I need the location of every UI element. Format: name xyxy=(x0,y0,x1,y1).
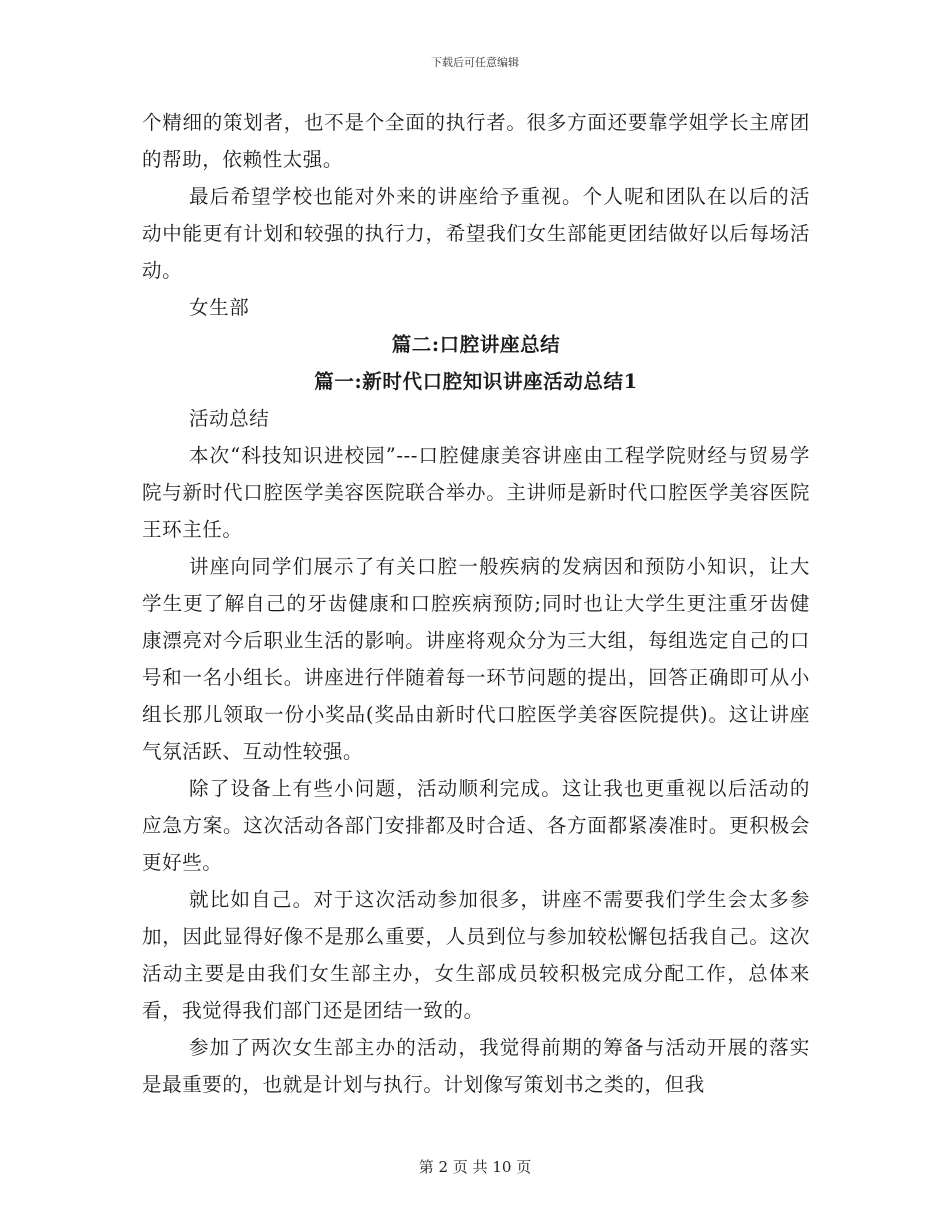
document-body xyxy=(142,104,810,1103)
article-title: 篇一:新时代口腔知识讲座活动总结1 xyxy=(314,370,638,393)
section-heading: 篇二:口腔讲座总结 xyxy=(391,333,561,356)
paragraph: 除了设备上有些小问题，活动顺利完成。这让我也更重视以后活动的应急方案。这次活动各部门安排都及时合适、各方面都紧凑准时。更积极会更好些。 xyxy=(142,777,810,874)
page-number: 第 2 页 共 10 页 xyxy=(418,1158,532,1176)
paragraph: 本次“科技知识进校园”---口腔健康美容讲座由工程学院财经与贸易学院与新时代口腔医学美容医院联合举办。主讲师是新时代口腔医学美容医院王环主任。 xyxy=(142,444,810,541)
paragraph: 最后希望学校也能对外来的讲座给予重视。个人呢和团队在以后的活动中能更有计划和较强的执行力，希望我们女生部能更团结做好以后每场活动。 xyxy=(142,185,810,282)
paragraph: 个精细的策划者，也不是个全面的执行者。很多方面还要靠学姐学长主席团的帮助，依赖性太强。 xyxy=(142,111,810,171)
page-header: 下载后可任意编辑 xyxy=(431,56,519,69)
paragraph: 参加了两次女生部主办的活动，我觉得前期的筹备与活动开展的落实是最重要的，也就是计划与执行。计划像写策划书之类的，但我 xyxy=(142,1036,810,1096)
signature-line: 女生部 xyxy=(189,296,250,319)
subheading: 活动总结 xyxy=(189,407,270,430)
paragraph: 讲座向同学们展示了有关口腔一般疾病的发病因和预防小知识，让大学生更了解自己的牙齿健康和口腔疾病预防;同时也让大学生更注重牙齿健康漂亮对今后职业生活的影响。讲座将观众分为三大组，每组选定自己的口号和一名小组长。讲座进行伴随着每一环节问题的提出，回答正确即可从小组长那儿领取一份小奖品(奖品由新时代口腔医学美容医院提供)。这让讲座气氛活跃、互动性较强。 xyxy=(142,555,810,763)
paragraph: 就比如自己。对于这次活动参加很多，讲座不需要我们学生会太多参加，因此显得好像不是那么重要，人员到位与参加较松懈包括我自己。这次活动主要是由我们女生部主办，女生部成员较积极完成分配工作，总体来看，我觉得我们部门还是团结一致的。 xyxy=(142,888,810,1022)
